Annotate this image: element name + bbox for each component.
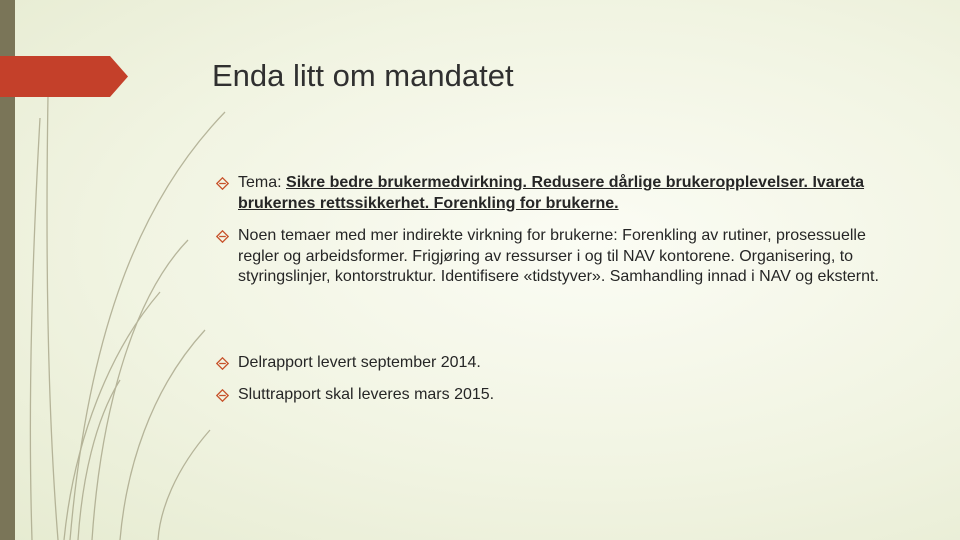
- bullet-text: [238, 173, 898, 214]
- title-accent-tab: [0, 56, 128, 97]
- bullet-emphasis: Sikre bedre brukermedvirkning. Redusere dårlige brukeropplevelser. Ivareta brukernes rettssikkerhet. Forenkling for brukerne.: [238, 174, 865, 212]
- slide-title: Enda litt om mandatet: [212, 58, 514, 93]
- bullet-text: Noen temaer med mer indirekte virkning for brukerne: Forenkling av rutiner, prosessuelle regler og arbeidsformer. Frigjøring av ressurser i og til NAV kontorene. Organisering, to styringslinjer, kontorstruktur. Identifisere «tidstyver». Samhandling innad i NAV og eksternt.: [238, 227, 879, 285]
- diamond-bullet-icon: [216, 357, 229, 370]
- bullet-text: Delrapport levert september 2014.: [238, 354, 481, 371]
- bullet-text: Sluttrapport skal leveres mars 2015.: [238, 386, 495, 403]
- diamond-bullet-icon: [216, 389, 229, 402]
- diamond-bullet-icon: [216, 177, 229, 190]
- diamond-bullet-icon: [216, 230, 229, 243]
- bullet-prefix: Tema:: [238, 174, 287, 191]
